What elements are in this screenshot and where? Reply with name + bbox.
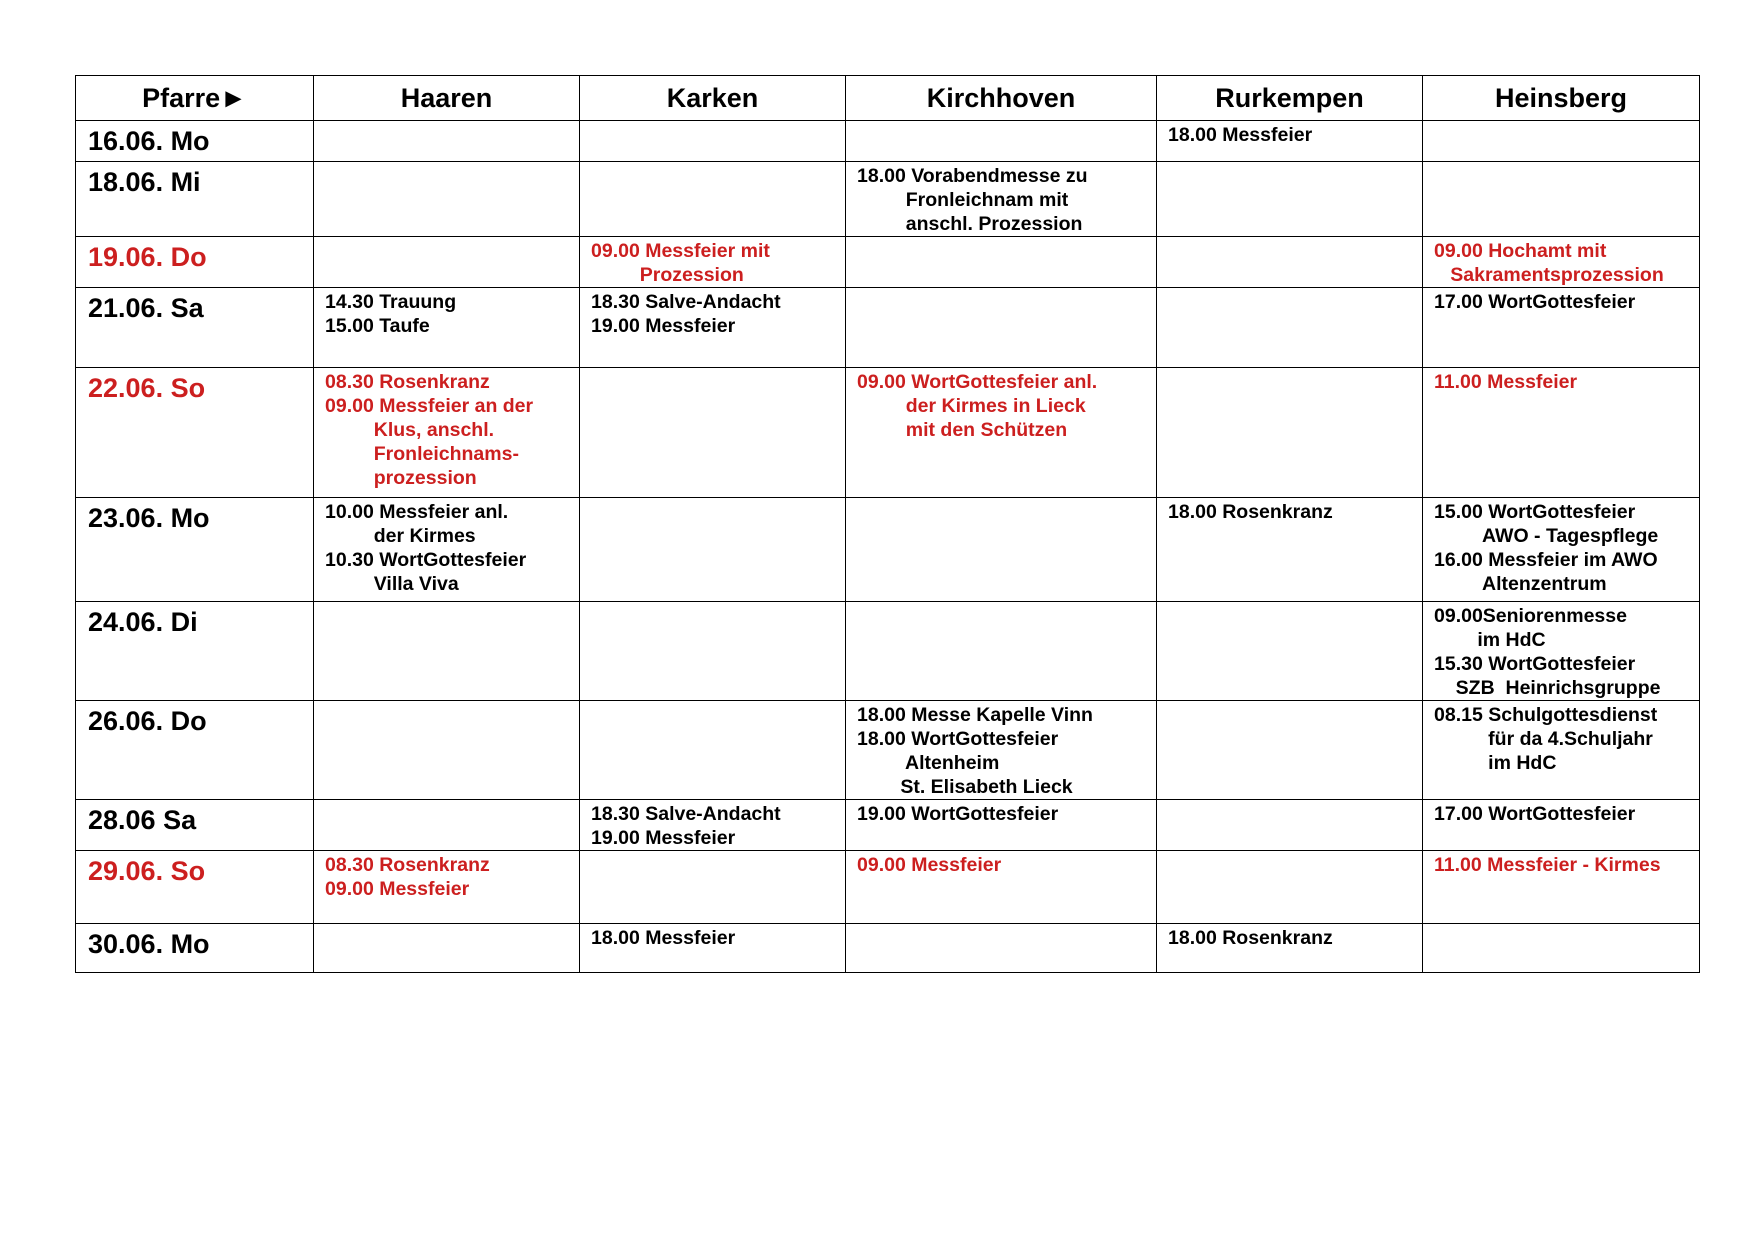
cell-haaren: [314, 800, 580, 851]
event-line: im HdC: [1434, 752, 1557, 774]
cell-kirchhoven: [846, 368, 1157, 498]
date-cell: 21.06. Sa: [76, 288, 314, 368]
cell-rurkempen: [1157, 162, 1423, 237]
cell-kirchhoven: [846, 121, 1157, 162]
cell-kirchhoven: [846, 162, 1157, 237]
event-line: mit den Schützen: [857, 419, 1068, 441]
cell-kirchhoven: [846, 800, 1157, 851]
schedule-row: [76, 121, 1700, 162]
cell-rurkempen: [1157, 237, 1423, 288]
cell-rurkempen: [1157, 121, 1423, 162]
header-haaren: Haaren: [314, 76, 580, 121]
cell-heinsberg: [1423, 800, 1700, 851]
event-line: 18.30 Salve-Andacht: [591, 291, 781, 313]
cell-kirchhoven: [846, 851, 1157, 924]
cell-heinsberg: [1423, 237, 1700, 288]
schedule-row: [76, 162, 1700, 237]
event-line: Sakramentsprozession: [1434, 264, 1664, 286]
cell-heinsberg: [1423, 288, 1700, 368]
event-line: 14.30 Trauung: [325, 291, 457, 313]
event-line: 09.00 Messfeier mit: [591, 240, 770, 262]
cell-haaren: [314, 498, 580, 602]
event-line: AWO - Tagespflege: [1434, 525, 1659, 547]
cell-haaren: [314, 701, 580, 800]
date-cell: 23.06. Mo: [76, 498, 314, 602]
event-line: 09.00 Messfeier: [857, 854, 1002, 876]
cell-kirchhoven: [846, 498, 1157, 602]
date-cell: 28.06 Sa: [76, 800, 314, 851]
cell-karken: [580, 162, 846, 237]
cell-rurkempen: [1157, 368, 1423, 498]
event-line: Fronleichnam mit: [857, 189, 1069, 211]
event-line: 09.00 Hochamt mit: [1434, 240, 1607, 262]
schedule-row: [76, 288, 1700, 368]
date-cell: 24.06. Di: [76, 602, 314, 701]
schedule-row: [76, 701, 1700, 800]
event-line: Fronleichnams-: [325, 443, 519, 465]
event-line: St. Elisabeth Lieck: [857, 776, 1073, 798]
event-line: im HdC: [1434, 629, 1546, 651]
event-line: 19.00 Messfeier: [591, 315, 736, 337]
cell-rurkempen: [1157, 602, 1423, 701]
event-line: für da 4.Schuljahr: [1434, 728, 1653, 750]
cell-rurkempen: [1157, 924, 1423, 973]
cell-haaren: [314, 602, 580, 701]
schedule-body: [76, 121, 1700, 973]
event-line: prozession: [325, 467, 477, 489]
event-line: Altenheim: [857, 752, 1000, 774]
event-line: 18.00 Rosenkranz: [1168, 927, 1333, 949]
event-line: 08.30 Rosenkranz: [325, 854, 490, 876]
event-line: 11.00 Messfeier: [1434, 371, 1578, 393]
date-cell: 16.06. Mo: [76, 121, 314, 162]
event-line: 18.30 Salve-Andacht: [591, 803, 781, 825]
event-line: 09.00 Messfeier: [325, 878, 470, 900]
event-line: der Kirmes in Lieck: [857, 395, 1086, 417]
header-karken: Karken: [580, 76, 846, 121]
event-line: 08.15 Schulgottesdienst: [1434, 704, 1658, 726]
cell-heinsberg: [1423, 924, 1700, 973]
cell-karken: [580, 800, 846, 851]
cell-kirchhoven: [846, 602, 1157, 701]
event-line: Villa Viva: [325, 573, 459, 595]
date-cell: 26.06. Do: [76, 701, 314, 800]
event-line: 10.30 WortGottesfeier: [325, 549, 527, 571]
event-line: Altenzentrum: [1434, 573, 1607, 595]
event-line: Prozession: [591, 264, 744, 286]
cell-heinsberg: [1423, 851, 1700, 924]
event-line: 18.00 Messfeier: [1168, 124, 1313, 146]
cell-rurkempen: [1157, 498, 1423, 602]
cell-rurkempen: [1157, 851, 1423, 924]
schedule-row: [76, 924, 1700, 973]
event-line: 10.00 Messfeier anl.: [325, 501, 509, 523]
event-line: 09.00 Messfeier an der: [325, 395, 534, 417]
cell-karken: [580, 121, 846, 162]
header-kirchhoven: Kirchhoven: [846, 76, 1157, 121]
cell-karken: [580, 368, 846, 498]
cell-haaren: [314, 368, 580, 498]
cell-haaren: [314, 851, 580, 924]
cell-heinsberg: [1423, 121, 1700, 162]
cell-heinsberg: [1423, 498, 1700, 602]
event-line: der Kirmes: [325, 525, 476, 547]
header-row: [76, 76, 1700, 121]
event-line: anschl. Prozession: [857, 213, 1083, 235]
date-cell: 30.06. Mo: [76, 924, 314, 973]
event-line: 18.00 Messfeier: [591, 927, 736, 949]
event-line: 18.00 Vorabendmesse zu: [857, 165, 1088, 187]
cell-rurkempen: [1157, 288, 1423, 368]
schedule-row: [76, 602, 1700, 701]
date-cell: 19.06. Do: [76, 237, 314, 288]
cell-heinsberg: [1423, 368, 1700, 498]
date-cell: 22.06. So: [76, 368, 314, 498]
header-parish-label: Pfarre►: [76, 76, 314, 121]
schedule-row: [76, 851, 1700, 924]
cell-haaren: [314, 288, 580, 368]
event-line: 15.00 Taufe: [325, 315, 430, 337]
cell-heinsberg: [1423, 162, 1700, 237]
event-line: 15.00 WortGottesfeier: [1434, 501, 1636, 523]
cell-haaren: [314, 162, 580, 237]
schedule-row: [76, 368, 1700, 498]
cell-kirchhoven: [846, 288, 1157, 368]
cell-heinsberg: [1423, 701, 1700, 800]
cell-karken: [580, 288, 846, 368]
event-line: 15.30 WortGottesfeier: [1434, 653, 1636, 675]
cell-karken: [580, 602, 846, 701]
cell-kirchhoven: [846, 237, 1157, 288]
event-line: 11.00 Messfeier - Kirmes: [1434, 854, 1661, 876]
event-line: 17.00 WortGottesfeier: [1434, 803, 1636, 825]
cell-karken: [580, 701, 846, 800]
cell-karken: [580, 237, 846, 288]
event-line: 19.00 WortGottesfeier: [857, 803, 1059, 825]
event-line: 18.00 Rosenkranz: [1168, 501, 1333, 523]
event-line: 09.00 WortGottesfeier anl.: [857, 371, 1098, 393]
cell-kirchhoven: [846, 924, 1157, 973]
event-line: 19.00 Messfeier: [591, 827, 736, 849]
date-cell: 29.06. So: [76, 851, 314, 924]
event-line: 08.30 Rosenkranz: [325, 371, 490, 393]
cell-karken: [580, 851, 846, 924]
header-heinsberg: Heinsberg: [1423, 76, 1700, 121]
header-rurkempen: Rurkempen: [1157, 76, 1423, 121]
cell-haaren: [314, 121, 580, 162]
cell-rurkempen: [1157, 800, 1423, 851]
date-cell: 18.06. Mi: [76, 162, 314, 237]
mass-schedule-table: [75, 75, 1700, 973]
cell-karken: [580, 498, 846, 602]
event-line: 16.00 Messfeier im AWO: [1434, 549, 1658, 571]
cell-heinsberg: [1423, 602, 1700, 701]
cell-rurkempen: [1157, 701, 1423, 800]
event-line: 18.00 WortGottesfeier: [857, 728, 1059, 750]
event-line: SZB Heinrichsgruppe: [1434, 677, 1661, 699]
schedule-row: [76, 800, 1700, 851]
cell-haaren: [314, 237, 580, 288]
schedule-row: [76, 498, 1700, 602]
schedule-row: [76, 237, 1700, 288]
event-line: Klus, anschl.: [325, 419, 495, 441]
event-line: 09.00Seniorenmesse: [1434, 605, 1627, 627]
cell-karken: [580, 924, 846, 973]
cell-kirchhoven: [846, 701, 1157, 800]
cell-haaren: [314, 924, 580, 973]
event-line: 17.00 WortGottesfeier: [1434, 291, 1636, 313]
event-line: 18.00 Messe Kapelle Vinn: [857, 704, 1093, 726]
